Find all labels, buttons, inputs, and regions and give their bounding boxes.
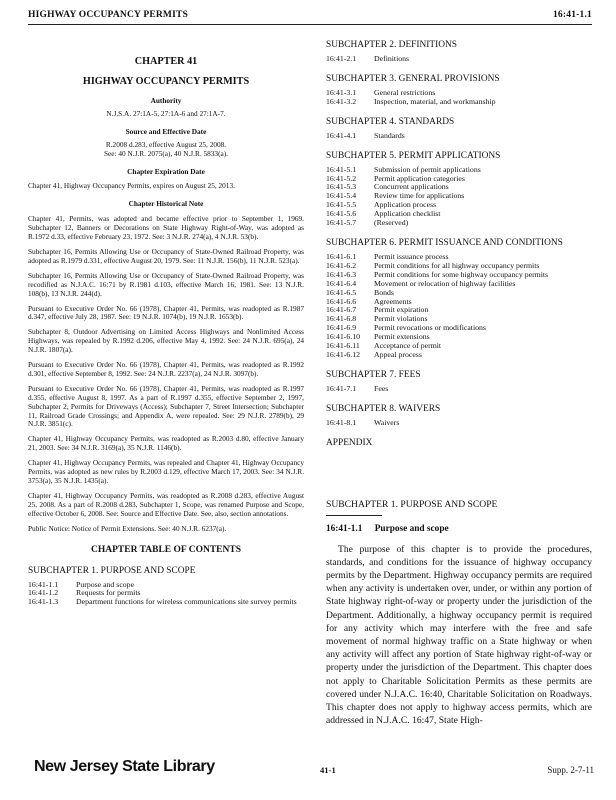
toc-entry[interactable] — [326, 419, 592, 428]
toc-entry-title: Permit extensions — [374, 332, 430, 342]
chapter-title: HIGHWAY OCCUPANCY PERMITS — [82, 76, 250, 87]
history-paragraph: Chapter 41, Highway Occupancy Permits, was repealed and Chapter 41, Highway Occupancy Permits, was adopted as new rules by R.2003 d.129, effective March 17, 2003. See: 34 N.J.R. 3753(a), 35 N.J.R. 1435(a). — [28, 458, 304, 485]
toc-entry[interactable] — [326, 210, 592, 219]
supplement-date: Supp. 2-7-11 — [547, 765, 594, 775]
toc-entry-title: Permit conditions for some highway occupancy permits — [374, 269, 549, 279]
toc-entry-number: 16:41-6.8 — [326, 314, 357, 324]
page-footer — [34, 758, 594, 784]
toc-entry-title: Bonds — [374, 287, 394, 297]
appendix-entry[interactable]: APPENDIX — [326, 437, 373, 448]
toc-entry-number: 16:41-5.6 — [326, 209, 357, 219]
subchapter-heading: SUBCHAPTER 1. PURPOSE AND SCOPE — [326, 498, 498, 510]
toc-entry-title: General restrictions — [374, 87, 436, 97]
toc-entry-number: 16:41-1.1 — [28, 579, 59, 589]
toc-entry-number: 16:41-6.7 — [326, 305, 357, 315]
toc-entry-number: 16:41-6.4 — [326, 278, 357, 288]
header-rule — [28, 24, 592, 25]
authority-text: N.J.S.A. 27:1A-5, 27:1A-6 and 27:1A-7. — [106, 108, 226, 118]
toc-entry-number: 16:41-3.2 — [326, 96, 357, 106]
toc-entry-title: Permit issuance process — [374, 251, 449, 261]
history-paragraph: Subchapter 16, Permits Allowing Use or Occupancy of State-Owned Railroad Property, was recodified as N.J.A.C. 16:71 by R.1981 d.103, effective March 16, 1981. See: 13 N.J.R. 108(b), 13 N.J.R. 244(d). — [28, 270, 304, 298]
toc-subchapter-list — [28, 581, 304, 608]
toc-entry[interactable] — [326, 298, 592, 307]
toc-heading: CHAPTER TABLE OF CONTENTS — [90, 544, 241, 555]
toc-subchapter-title: SUBCHAPTER 5. PERMIT APPLICATIONS — [326, 150, 501, 161]
toc-entry-number: 16:41-6.10 — [326, 332, 361, 342]
toc-entry[interactable] — [326, 280, 592, 289]
toc-subchapter-list — [326, 419, 592, 428]
toc-entry[interactable] — [28, 581, 304, 590]
toc-entry[interactable] — [326, 98, 592, 107]
toc-entry-number: 16:41-5.1 — [326, 164, 357, 174]
toc-entry-number: 16:41-5.7 — [326, 218, 357, 228]
toc-entry-title: Agreements — [374, 296, 412, 306]
toc-entry[interactable] — [326, 192, 592, 201]
section-heading — [326, 524, 592, 535]
toc-entry-number: 16:41-6.5 — [326, 287, 357, 297]
toc-subchapter-title: SUBCHAPTER 7. FEES — [326, 369, 421, 380]
toc-entry-title: Movement or relocation of highway facilities — [374, 278, 516, 288]
toc-entry[interactable] — [326, 201, 592, 210]
section-number: 16:41-1.1 — [326, 523, 363, 534]
toc-entry[interactable] — [326, 132, 592, 141]
toc-entry-number: 16:41-5.2 — [326, 173, 357, 183]
toc-entry-title: Permit conditions for all highway occupancy permits — [374, 260, 540, 270]
right-column — [326, 30, 592, 728]
toc-entry-title: Permit expiration — [374, 305, 429, 315]
toc-entry-title: Application checklist — [374, 209, 441, 219]
source-line-2: See: 40 N.J.R. 2075(a), 40 N.J.R. 5833(a). — [103, 148, 229, 158]
header-title: HIGHWAY OCCUPANCY PERMITS — [28, 10, 189, 20]
toc-entry-number: 16:41-6.2 — [326, 260, 357, 270]
toc-subchapter-title: SUBCHAPTER 1. PURPOSE AND SCOPE — [28, 565, 196, 576]
toc-entry-title: Permit revocations or modifications — [374, 323, 486, 333]
toc-entry-number: 16:41-6.1 — [326, 251, 357, 261]
toc-entry-title: Concurrent applications — [374, 182, 449, 192]
toc-entry[interactable] — [326, 324, 592, 333]
toc-entry[interactable] — [326, 219, 592, 228]
toc-subchapter-list — [326, 385, 592, 394]
toc-entry[interactable] — [326, 55, 592, 64]
toc-entry-number: 16:41-6.3 — [326, 269, 357, 279]
toc-subchapter-list — [326, 89, 592, 107]
history-paragraph: Chapter 41, Highway Occupancy Permits, was readopted as R.2003 d.80, effective January 21, 2003. See: 34 N.J.R. 3169(a), 35 N.J.R. 1146(b). — [28, 434, 304, 453]
toc-entry-number: 16:41-6.12 — [326, 349, 361, 359]
authority-heading: Authority — [150, 96, 182, 105]
toc-entry[interactable] — [28, 598, 304, 607]
toc-subchapter-list — [326, 253, 592, 360]
toc-entry-title: Fees — [374, 383, 389, 393]
toc-entry-number: 16:41-6.11 — [326, 341, 360, 351]
toc-entry-title: Review time for applications — [374, 191, 465, 201]
toc-entry[interactable] — [326, 342, 592, 351]
toc-entry[interactable] — [326, 333, 592, 342]
toc-subchapter-title: SUBCHAPTER 4. STANDARDS — [326, 116, 455, 127]
history-paragraph: Subchapter 8, Outdoor Advertising on Limited Access Highways and Nonlimited Access Highways, was repealed by R.1992 d.206, effective May 4, 1992. See: 24 N.J.R. 695(a), 24 N.J.R. 1807(a). — [28, 327, 304, 355]
source-line-1: R.2008 d.283, effective August 25, 2008. — [105, 139, 227, 149]
section-title: Purpose and scope — [374, 523, 449, 534]
toc-entry-number: 16:41-5.4 — [326, 191, 357, 201]
toc-entry-title: Standards — [374, 130, 405, 140]
toc-entry-number: 16:41-6.9 — [326, 323, 357, 333]
toc-entry-title: (Reserved) — [374, 218, 409, 228]
toc-entry-title: Purpose and scope — [76, 579, 135, 589]
history-paragraph: Pursuant to Executive Order No. 66 (1978), Chapter 41, Permits, was readopted as R.1997 d.355, effective August 8, 1997. As a part of R.1997 d.355, effective September 2, 1997, Subchapter 2, Permits for Driveways (Access); Subchapter 7, Street Intersection; Subchapter 11, Railroad Grade Crossings; and Appendix A, were repealed. See: 29 N.J.R. 2789(b), 29 N.J.R. 3851(c). — [28, 383, 304, 429]
toc-entry-number: 16:41-1.3 — [28, 597, 59, 607]
toc-continued — [326, 40, 592, 428]
toc-entry-number: 16:41-5.3 — [326, 182, 357, 192]
library-stamp: New Jersey State Library — [34, 758, 215, 775]
toc-entry[interactable] — [326, 306, 592, 315]
toc-subchapter-list — [326, 55, 592, 64]
history-heading: Chapter Historical Note — [128, 199, 204, 209]
toc-entry-number: 16:41-2.1 — [326, 54, 357, 63]
toc-entry-title: Appeal process — [374, 349, 422, 359]
toc-entry-title: Department functions for wireless communications site survey permits — [76, 597, 297, 607]
toc-entry[interactable] — [326, 385, 592, 394]
toc-entry-number: 16:41-7.1 — [326, 383, 357, 393]
toc-subchapter-list — [326, 166, 592, 228]
toc-entry-number: 16:41-1.2 — [28, 588, 59, 598]
history-paragraph: Chapter 41, Highway Occupancy Permits, was readopted as R.2008 d.283, effective August 25, 2008. As a part of R.2008 d.283, Subchapter 1, Scope, was renamed Purpose and Scope, effective October 6, 2008. See: Source and Effective Date. See, also, section annotations. — [28, 490, 304, 518]
history-paragraph: Pursuant to Executive Order No. 66 (1978), Chapter 41, Permits, was readopted as R.1987 d.347, effective July 28, 1987. See: 19 N.J.R. 1074(b), 19 N.J.R. 1653(b). — [28, 303, 304, 322]
toc-entry-title: Requests for permits — [76, 588, 141, 598]
toc-entry-title: Submission of permit applications — [374, 164, 481, 174]
toc-entry-number: 16:41-3.1 — [326, 87, 357, 97]
history-paragraph: Pursuant to Executive Order No. 66 (1978), Chapter 41, Permits, was readopted as R.1992 d.301, effective September 8, 1992. See: 24 N.J.R. 2237(a), 24 N.J.R. 3097(b). — [28, 360, 304, 378]
toc-entry-title: Waivers — [374, 417, 400, 427]
history-paragraph: Chapter 41, Permits, was adopted and became effective prior to September 1, 1969. Subchapter 12, Banners or Decorations on State Highway Right-of-Way, was adopted as R.1972 d.33, effective February 23, 1972. See: 3 N.J.R. 274(a), 4 N.J.R. 53(b). — [28, 214, 304, 242]
expiration-heading: Chapter Expiration Date — [127, 166, 205, 176]
toc-entry-number: 16:41-6.6 — [326, 296, 357, 306]
toc-entry-number: 16:41-8.1 — [326, 417, 357, 427]
toc-subchapter-title: SUBCHAPTER 3. GENERAL PROVISIONS — [326, 73, 500, 84]
page-number: 41-1 — [320, 765, 336, 775]
toc-entry[interactable] — [326, 289, 592, 298]
left-column — [28, 30, 304, 607]
toc-entry-title: Permit application categories — [374, 173, 465, 183]
section-body: The purpose of this chapter is to provide the procedures, standards, and conditions for the issuance of highway occupancy permits by the Department. Highway occupancy permits are required when any activity is undertaken over, under, or within any portion of State highway right-of-way or property under the jurisdiction of the Department. Additionally, a highway occupancy permit is required for any activity which may interfere with the free and safe movement of normal highway traffic on a State highway or when any activity will affect any portion of State highway right-of-way or property under the jurisdiction of the Department. This chapter does not apply to Charitable Solicitation Permits as these permits are covered under N.J.A.C. 16:40, Charitable Solicitation on Roadways. This chapter does not apply to highway access permits, which are addressed in N.J.A.C. 16:47, State High- — [326, 543, 592, 727]
toc-entry-title: Permit violations — [374, 314, 428, 324]
toc-entry-number: 16:41-4.1 — [326, 130, 357, 140]
toc-subchapter-list — [326, 132, 592, 141]
chapter-number: CHAPTER 41 — [134, 56, 198, 67]
toc-entry-title: Inspection, material, and workmanship — [374, 96, 496, 106]
toc-entry-title: Definitions — [374, 54, 410, 63]
public-notice: Public Notice: Notice of Permit Extensions. See: 40 N.J.R. 6237(a). — [28, 523, 227, 533]
toc-entry-title: Acceptance of permit — [374, 341, 442, 351]
expiration-text: Chapter 41, Highway Occupancy Permits, expires on August 25, 2013. — [28, 181, 235, 191]
toc-entry-number: 16:41-5.5 — [326, 200, 357, 210]
source-heading: Source and Effective Date — [125, 126, 207, 136]
toc-entry[interactable] — [326, 351, 592, 360]
toc-subchapter-title: SUBCHAPTER 6. PERMIT ISSUANCE AND CONDITIONS — [326, 237, 563, 248]
toc-entry[interactable] — [326, 175, 592, 184]
toc-entry-title: Application process — [374, 200, 437, 210]
history-paragraph: Subchapter 16, Permits Allowing Use or Occupancy of State-Owned Railroad Property, was adopted as R.1979 d.331, effective August 20, 1979. See: 11 N.J.R. 156(b), 11 N.J.R. 523(a). — [28, 246, 304, 265]
toc-subchapter-title: SUBCHAPTER 8. WAIVERS — [326, 403, 441, 414]
history-notes — [28, 215, 304, 533]
header-section: 16:41-1.1 — [552, 10, 592, 20]
subchapter-rule — [326, 515, 382, 516]
toc-subchapter-title: SUBCHAPTER 2. DEFINITIONS — [326, 40, 457, 50]
